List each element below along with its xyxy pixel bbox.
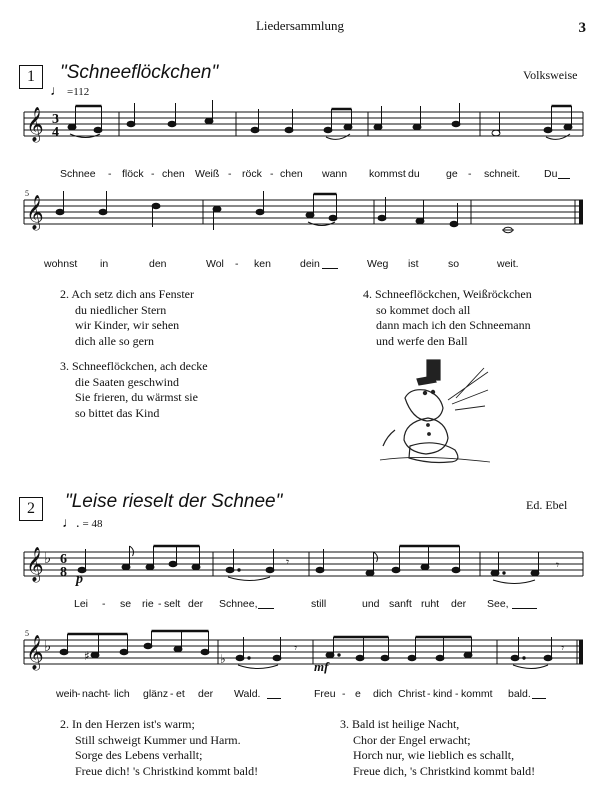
- verse-line: 2. In den Herzen ist's warm;: [60, 717, 195, 731]
- lyric-syllable: den: [149, 258, 167, 270]
- verse-line: die Saaten geschwind: [75, 374, 179, 389]
- lyric-syllable: sanft: [389, 598, 412, 610]
- time-signature-top: 6: [60, 552, 67, 567]
- verse-line: und werfe den Ball: [376, 333, 468, 348]
- lyric-syllable: dein: [300, 258, 320, 270]
- lyric-syllable: -: [102, 598, 106, 610]
- lyric-syllable: -: [427, 688, 431, 700]
- lyric-syllable: e: [355, 688, 361, 700]
- lyric-syllable: glänz: [143, 688, 169, 700]
- verse-block: [60, 359, 208, 421]
- final-barline: [579, 200, 583, 224]
- treble-clef: 𝄞: [26, 635, 44, 670]
- flat-key-signature: ♭: [44, 549, 52, 567]
- notes-song1-line1: [68, 100, 572, 139]
- lyric-syllable: -: [170, 688, 174, 700]
- lyric-syllable: chen: [162, 168, 185, 180]
- melisma-line: [322, 268, 338, 269]
- lyric-syllable: -: [158, 598, 162, 610]
- quarter-note-icon: ♩: [50, 84, 64, 99]
- page-number: 3: [578, 20, 586, 36]
- eighth-rest: 𝄾: [561, 641, 565, 655]
- lyric-syllable: bald.: [508, 688, 531, 700]
- lyric-syllable: der: [451, 598, 467, 610]
- verse-line: Sie frieren, du wärmst sie: [75, 390, 198, 404]
- lyric-syllable: se: [120, 598, 132, 610]
- composer: Volksweise: [523, 68, 578, 82]
- lyric-syllable: wann: [322, 168, 348, 180]
- lyric-syllable: -: [235, 258, 239, 270]
- lyric-syllable: weih: [56, 688, 78, 700]
- verse-line: so kommet doch all: [376, 302, 471, 317]
- lyric-syllable: selt: [164, 598, 181, 610]
- verse-line: wir Kinder, wir sehen: [75, 318, 180, 332]
- melisma-line: [267, 698, 281, 699]
- final-barline: [579, 640, 583, 664]
- treble-clef: 𝄞: [26, 107, 44, 142]
- song-number-box: 2: [19, 497, 43, 521]
- lyric-syllable: -: [151, 168, 155, 180]
- lyric-syllable: und: [362, 598, 380, 610]
- lyric-syllable: ken: [254, 258, 271, 270]
- lyric-syllable: wohnst: [44, 258, 78, 270]
- verse-block: [60, 287, 194, 349]
- lyric-syllable: -: [107, 688, 111, 700]
- verse-line: 3. Schneeflöckchen, ach decke: [60, 359, 208, 373]
- verse-line: 4. Schneeflöckchen, Weißröckchen: [363, 287, 532, 301]
- melisma-line: [532, 698, 546, 699]
- dynamic-marking: mf: [314, 659, 329, 674]
- dynamic-marking: p: [76, 572, 83, 587]
- lyric-syllable: in: [100, 258, 109, 270]
- lyric-syllable: röck: [242, 168, 262, 180]
- eighth-rest: 𝄾: [556, 558, 560, 572]
- notes-song2-line2: [60, 631, 552, 669]
- lyric-syllable: Du: [544, 168, 558, 180]
- tempo-value: = 48: [82, 518, 103, 530]
- song-number-box: 1: [19, 65, 43, 89]
- verse-line: 2. Ach setz dich ans Fenster: [60, 287, 194, 301]
- flat-accidental: ♭: [220, 652, 226, 666]
- verse-line: 3. Bald ist heilige Nacht,: [340, 717, 460, 731]
- lyric-syllable: Wol: [206, 258, 224, 270]
- verse-line: Chor der Engel erwacht;: [353, 732, 471, 747]
- lyric-syllable: nacht: [82, 688, 108, 700]
- snowman-drawing: [380, 360, 490, 463]
- page-header: Liedersammlung: [255, 18, 345, 33]
- lyric-syllable: Freu: [314, 688, 336, 700]
- lyric-syllable: See,: [487, 598, 509, 610]
- composer: Ed. Ebel: [526, 498, 568, 512]
- lyric-syllable: Christ: [398, 688, 426, 700]
- lyric-syllable: du: [408, 168, 420, 180]
- lyric-syllable: kommt: [461, 688, 493, 700]
- eighth-rest: 𝄾: [286, 555, 290, 569]
- staff-lines: [24, 200, 583, 224]
- lyric-syllable: -: [455, 688, 459, 700]
- time-signature-top: 3: [52, 112, 59, 127]
- song-title: "Leise rieselt der Schnee": [65, 491, 283, 512]
- lyric-syllable: kommst: [369, 168, 406, 180]
- lyric-syllable: -: [342, 688, 346, 700]
- lyric-syllable: -: [468, 168, 472, 180]
- treble-clef: 𝄞: [26, 195, 44, 230]
- lyric-syllable: Schnee: [60, 168, 96, 180]
- verse-line: dann mach ich den Schneemann: [376, 318, 531, 332]
- melisma-line: [512, 608, 537, 609]
- lyric-syllable: ist: [408, 258, 419, 270]
- lyric-syllable: -: [270, 168, 274, 180]
- time-signature-bottom: 4: [52, 125, 59, 140]
- verse-line: so bittet das Kind: [75, 405, 160, 420]
- lyric-syllable: so: [448, 258, 460, 270]
- melisma-line: [258, 608, 274, 609]
- song-title: "Schneeflöckchen": [60, 62, 219, 83]
- time-signature-bottom: 8: [60, 565, 67, 580]
- lyric-syllable: flöck: [122, 168, 144, 180]
- measure-number: 5: [25, 629, 29, 638]
- treble-clef: 𝄞: [26, 547, 44, 582]
- verse-line: Freue dich! 's Christkind kommt bald!: [75, 763, 259, 778]
- lyric-syllable: weit.: [497, 258, 519, 270]
- lyric-syllable: Schnee,: [219, 598, 258, 610]
- lyric-syllable: ge: [446, 168, 458, 180]
- lyric-syllable: Wald.: [234, 688, 261, 700]
- lyric-syllable: schneit.: [484, 168, 521, 180]
- verse-block: [363, 287, 532, 349]
- lyric-syllable: -: [77, 688, 81, 700]
- verse-line: du niedlicher Stern: [75, 302, 167, 317]
- lyric-syllable: still: [311, 598, 327, 610]
- verse-block: [60, 717, 258, 779]
- verse-line: Sorge des Lebens verhallt;: [75, 748, 203, 762]
- lyric-syllable: lich: [114, 688, 130, 700]
- lyric-syllable: kind: [433, 688, 453, 700]
- dotted-quarter-note-icon: ♩.: [62, 516, 80, 531]
- lyric-syllable: rie: [142, 598, 154, 610]
- staff-lines: [24, 640, 583, 664]
- lyric-syllable: -: [228, 168, 232, 180]
- tempo-marking: [62, 516, 102, 532]
- lyric-syllable: Weiß: [195, 168, 220, 180]
- lyric-syllable: der: [198, 688, 214, 700]
- verse-line: Horch nur, wie lieblich es schallt,: [353, 748, 515, 762]
- lyric-syllable: ruht: [421, 598, 440, 610]
- verse-line: Still schweigt Kummer und Harm.: [75, 732, 241, 747]
- sharp-accidental: ♯: [84, 649, 90, 663]
- verse-line: Freue dich, 's Christkind kommt bald!: [353, 763, 536, 778]
- melisma-line: [558, 178, 570, 179]
- verse-block: [340, 717, 535, 779]
- measure-number: 5: [25, 189, 29, 198]
- eighth-rest: 𝄾: [294, 641, 298, 655]
- lyric-syllable: -: [108, 168, 112, 180]
- tempo-value: =112: [67, 86, 90, 98]
- lyric-syllable: dich: [373, 688, 393, 700]
- lyric-syllable: chen: [280, 168, 303, 180]
- verse-line: dich alle so gern: [75, 333, 154, 348]
- lyric-syllable: der: [188, 598, 204, 610]
- flat-key-signature: ♭: [44, 637, 52, 655]
- lyric-syllable: Weg: [367, 258, 389, 270]
- lyric-syllable: et: [176, 688, 185, 700]
- lyric-syllable: Lei: [74, 598, 89, 610]
